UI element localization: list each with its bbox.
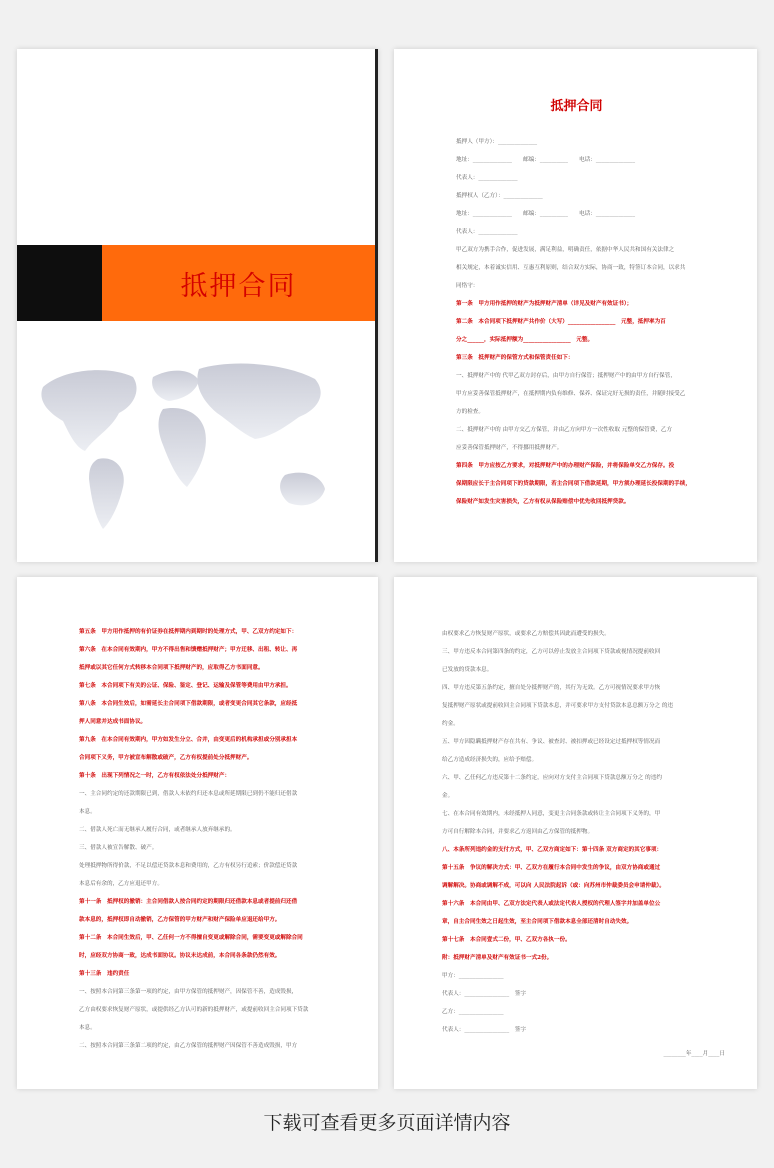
contract-line: 复抵押财产原状或提前收回主合同项下贷款本息，并可要求甲方支付贷款本息总额万分之 的违 <box>442 703 674 709</box>
contract-line: 一、主合同约定的还款期限已到，借款人未依约归还本息或所延期限已到仍不能归还借款 <box>79 791 298 797</box>
contract-line: 第七条 本合同项下有关的公证、保险、鉴定、登记、运输及保管等费用由甲方承担。 <box>79 683 292 689</box>
contract-line: 本息。 <box>79 809 96 815</box>
contract-page-1-body <box>456 133 727 511</box>
contract-line: 代表人：______________ <box>456 229 518 235</box>
contract-line: 抵押或以其它任何方式转移本合同项下抵押财产的，应取得乙方书面同意。 <box>79 665 264 671</box>
contract-line: 抵押权人（乙方）：______________ <box>456 193 543 199</box>
contract-line: 第十三条 违约责任 <box>79 971 130 977</box>
signature-date: ________年____月____日 <box>663 1051 725 1057</box>
contract-line: 第十条 出现下列情况之一时，乙方有权依法处分抵押财产： <box>79 773 231 779</box>
contract-line: 第十二条 本合同生效后，甲、乙任何一方不得擅自变更或解除合同，需要变更或解除合同 <box>79 935 303 941</box>
contract-line: 方可自行解除本合同，并要求乙方返回由乙方保管的抵押物。 <box>442 829 594 835</box>
contract-line: 代表人：________________ 签字 <box>442 1027 526 1033</box>
contract-line: 附：抵押财产清单及财产有效证书一式2份。 <box>442 955 553 961</box>
contract-line: 时，应经双方协商一致，达成书面协议。协议未达成前，本合同各条款仍然有效。 <box>79 953 281 959</box>
contract-line: 抵押人（甲方）：______________ <box>456 139 538 145</box>
contract-line: 一、抵押财产中的 代甲乙双方封存后，由甲方自行保管；抵押财产中的由甲方自行保管， <box>456 373 676 379</box>
contract-line: 保期限应长于主合同项下的贷款期限，若主合同项下借款延期，甲方须办理延长投保期的手续， <box>456 481 691 487</box>
contract-page-1 <box>394 49 757 562</box>
contract-line: 约金。 <box>442 721 459 727</box>
contract-line: 七、在本合同有效期内，未经抵押人同意，变更主合同条款或转让主合同项下义务的，甲 <box>442 811 661 817</box>
contract-title: 抵押合同 <box>550 99 603 114</box>
contract-line: 第三条 抵押财产的保管方式和保管责任如下： <box>456 355 574 361</box>
contract-line: 同恪守： <box>456 283 479 289</box>
contract-line: 应妥善保管抵押财产，不得挪用抵押财产。 <box>456 445 563 451</box>
contract-line: 地址：______________ 邮编：__________ 电话：______________ <box>456 157 636 163</box>
download-more-caption: 下载可查看更多页面详情内容 <box>263 1112 511 1134</box>
contract-line: 乙方：________________ <box>442 1009 504 1015</box>
contract-page-2-body <box>79 623 346 1055</box>
contract-line: 押人同意并达成书面协议。 <box>79 719 147 725</box>
contract-line: 给乙方造成经济损失的，应给予赔偿。 <box>442 757 538 763</box>
contract-line: 第六条 在本合同有效期内，甲方不得出售和馈赠抵押财产；甲方迁移、出租、转让、再 <box>79 647 298 653</box>
contract-line: 第十六条 本合同由甲、乙双方法定代表人或法定代表人授权的代理人签字并加盖单位公 <box>442 901 661 907</box>
contract-line: 第十五条 争议的解决方式：甲、乙双方在履行本合同中发生的争议，由双方协商或通过 <box>442 865 661 871</box>
contract-line: 乙方由权要求恢复财产原状，或提供经乙方认可的新的抵押财产，或提前收回主合同项下贷款 <box>79 1007 309 1013</box>
contract-line: 第一条 甲方用作抵押的财产为抵押财产清单（详见及财产有效证书）； <box>456 301 633 307</box>
contract-line: 地址：______________ 邮编：__________ 电话：______________ <box>456 211 636 217</box>
contract-line: 二、按照本合同第三条第二项的约定，由乙方保管的抵押财产因保管不善造成毁损，甲方 <box>79 1043 298 1049</box>
cover-title: 抵押合同 <box>180 270 297 302</box>
contract-line: 八、本条所列违约金的支付方式，甲、乙双方商定如下：第十四条 双方商定的其它事项： <box>442 847 663 853</box>
contract-line: 代表人：______________ <box>456 175 518 181</box>
contract-line: 四、甲方违反第五条约定，擅自处分抵押财产的，其行为无效。乙方可视情况要求甲方恢 <box>442 685 661 691</box>
contract-line: 调解解决。协商或调解不成，可以向 人民法院起诉（或：向苏州市仲裁委员会申请仲裁）。 <box>442 883 665 889</box>
contract-page-3-body <box>442 625 725 1039</box>
contract-line: 本息。 <box>79 1025 96 1031</box>
contract-line: 代表人：________________ 签字 <box>442 991 526 997</box>
contract-line: 由权要求乙方恢复财产原状，或要求乙方赔偿其因此而遭受的损失。 <box>442 631 610 637</box>
contract-page-3 <box>394 577 757 1089</box>
contract-line: 三、借款人被宣告解散、破产。 <box>79 845 158 851</box>
contract-line: 已发放的贷款本息。 <box>442 667 493 673</box>
contract-line: 第九条 在本合同有效期内，甲方如发生分立、合并，由变更后的机构承担或分别承担本 <box>79 737 298 743</box>
contract-line: 第十七条 本合同壹式二份，甲、乙双方各执一份。 <box>442 937 571 943</box>
contract-line: 一、按照本合同第三条第一项的约定，由甲方保管的抵押财产，因保管不善，造成毁损， <box>79 989 298 995</box>
contract-line: 保险财产如发生灾害损失，乙方有权从保险赔偿中优先收回抵押贷款。 <box>456 499 630 505</box>
contract-line: 分之______，实际抵押额为_________________ 元整。 <box>456 337 594 343</box>
contract-line: 第五条 甲方用作抵押的有价证券在抵押期内到期时的处理方式，甲、乙双方约定如下： <box>79 629 298 635</box>
contract-line: 甲乙双方为携手合作，促进发展，满足利益，明确责任，依据中华人民共和国有关法律之 <box>456 247 675 253</box>
world-map-icon <box>23 347 343 537</box>
contract-line: 第二条 本合同项下抵押财产共作价（大写）_________________ 元整，抵押率为百 <box>456 319 666 325</box>
contract-line: 方的检查。 <box>456 409 484 415</box>
contract-line: 第八条 本合同生效后，如需延长主合同项下借款期限，或者变更合同其它条款，应经抵 <box>79 701 298 707</box>
contract-line: 第四条 甲方应按乙方要求，对抵押财产中的办理财产保险，并将保险单交乙方保存。投 <box>456 463 675 469</box>
contract-line: 六、甲、乙任何乙方违反第十二条约定，应向对方支付主合同项下贷款总额万分之 的违约 <box>442 775 662 781</box>
contract-line: 甲方应妥善保管抵押财产，在抵押期内负有维修、保养、保证完好无损的责任，并随时接受乙 <box>456 391 686 397</box>
contract-line: 处理抵押物所得价款，不足以偿还贷款本息和费用的，乙方有权另行追索；价款偿还贷款 <box>79 863 298 869</box>
contract-line: 款本息的，抵押权即自动撤销，乙方保管的甲方财产和财产保险单应退还给甲方。 <box>79 917 281 923</box>
contract-line: 金。 <box>442 793 454 799</box>
contract-line: 甲方：________________ <box>442 973 504 979</box>
contract-line: 相关规定，本着诚实信用、互惠互利原则，结合双方实际，协商一致，特签订本合同，以求共 <box>456 265 686 271</box>
cover-orange-band <box>102 245 375 321</box>
cover-spine <box>375 49 378 562</box>
contract-line: 二、抵押财产中的 由甲方交乙方保管，并由乙方向甲方一次性收取 元整的保管费，乙方 <box>456 427 673 433</box>
contract-line: 章，自主合同生效之日起生效，至主合同项下借款本息全部还清时自动失效。 <box>442 919 633 925</box>
contract-line: 本息后有余的，乙方应退还甲方。 <box>79 881 163 887</box>
contract-line: 五、甲方因隐瞒抵押财产存在共有、争议、被查封、被扣押或已经设定过抵押权等情况而 <box>442 739 661 745</box>
contract-line: 三、甲方违反本合同第四条的约定，乙方可以停止发放主合同项下贷款或视情况提前收回 <box>442 649 661 655</box>
contract-line: 合同项下义务，甲方被宣布解散或破产，乙方有权提前处分抵押财产。 <box>79 755 253 761</box>
contract-line: 第十一条 抵押权的撤销：主合同借款人按合同约定的期限归还借款本息或者提前归还借 <box>79 899 298 905</box>
cover-black-band <box>17 245 102 321</box>
cover-page <box>17 49 378 562</box>
contract-line: 二、借款人死亡而无继承人履行合同，或者继承人放弃继承的。 <box>79 827 236 833</box>
contract-page-2 <box>17 577 378 1089</box>
